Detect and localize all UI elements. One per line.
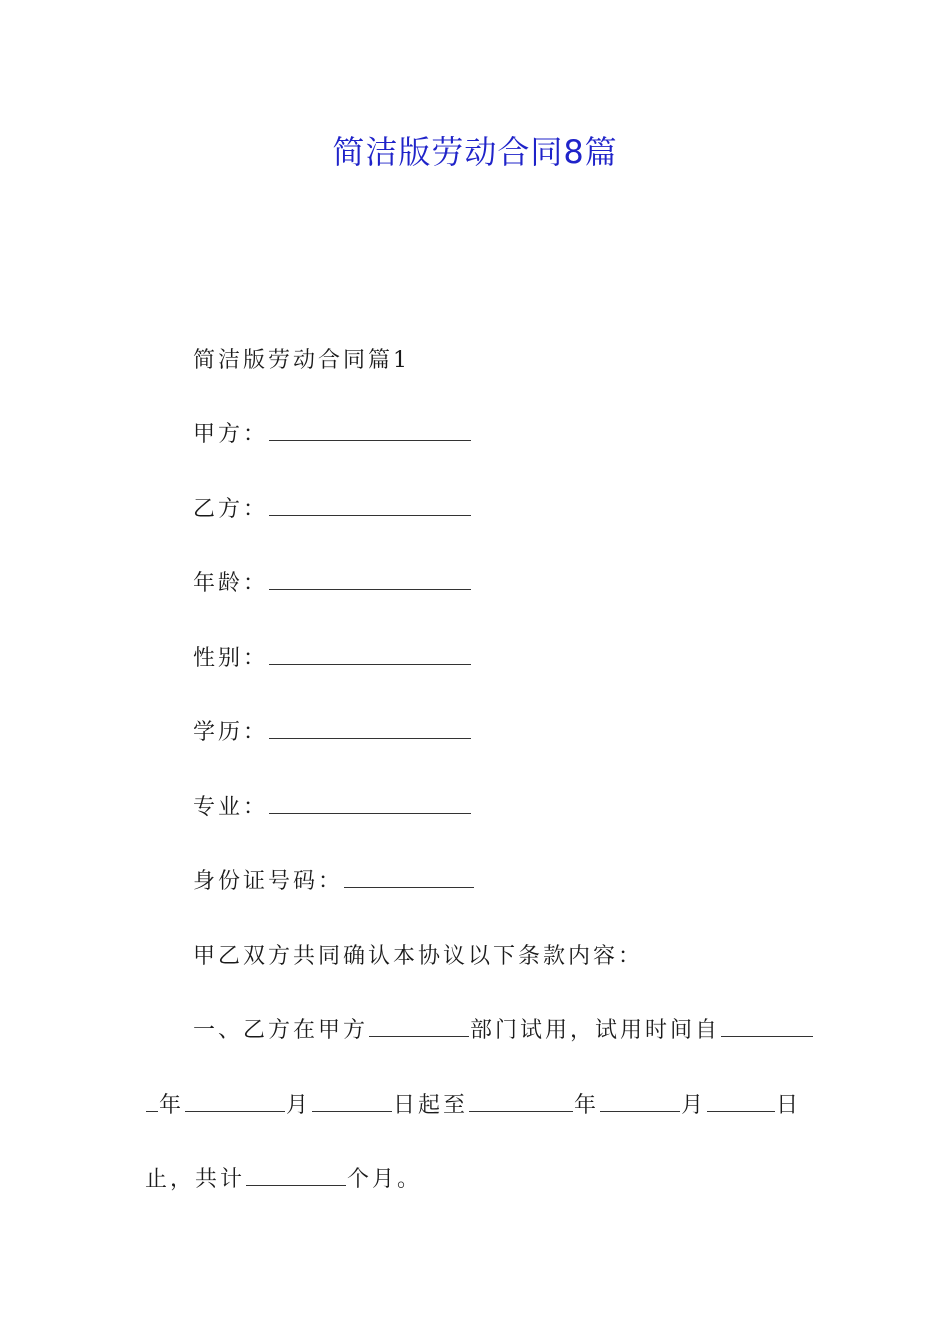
clause-text: 月	[681, 1093, 707, 1118]
clause-text: 个月。	[347, 1167, 423, 1192]
clause-text: 部门试用，试用时间自	[470, 1018, 721, 1043]
fill-blank[interactable]	[269, 716, 471, 739]
fill-blank[interactable]	[246, 1163, 346, 1186]
field-party-b	[193, 493, 472, 527]
fill-blank[interactable]	[269, 493, 471, 516]
fill-blank[interactable]	[369, 1014, 469, 1037]
fill-blank[interactable]	[269, 642, 471, 665]
intro-text: 甲乙双方共同确认本协议以下条款内容：	[193, 944, 644, 969]
field-label: 甲方：	[193, 422, 269, 447]
fill-blank[interactable]	[721, 1014, 813, 1037]
clause-text: 止，共计	[145, 1167, 246, 1192]
field-label: 性别：	[193, 646, 269, 671]
field-label: 年龄：	[193, 571, 269, 596]
field-label: 学历：	[193, 720, 269, 745]
fill-blank[interactable]	[185, 1089, 285, 1112]
clause-text: 年	[574, 1093, 600, 1118]
clause-text: 日起至	[393, 1093, 469, 1118]
field-id-number	[193, 865, 475, 899]
field-education	[193, 716, 472, 750]
clause-text: 月	[286, 1093, 312, 1118]
fill-blank[interactable]	[269, 791, 471, 814]
fill-blank[interactable]	[146, 1089, 158, 1112]
fill-blank[interactable]	[600, 1089, 680, 1112]
fill-blank[interactable]	[344, 865, 474, 888]
clause-text: 日	[776, 1093, 802, 1118]
clause-1-line-2	[145, 1089, 801, 1123]
fill-blank[interactable]	[269, 418, 471, 441]
field-label: 乙方：	[193, 497, 269, 522]
document-title: 简洁版劳动合同8篇	[332, 133, 618, 171]
field-major	[193, 791, 472, 825]
fill-blank[interactable]	[707, 1089, 775, 1112]
clause-1-line-1	[193, 1014, 814, 1048]
fill-blank[interactable]	[469, 1089, 573, 1112]
fill-blank[interactable]	[312, 1089, 392, 1112]
field-label: 专业：	[193, 795, 269, 820]
field-gender	[193, 642, 472, 676]
clause-1-line-3	[145, 1163, 422, 1197]
section-heading: 简洁版劳动合同篇1	[193, 348, 410, 373]
clause-text: 年	[159, 1093, 185, 1118]
clause-text: 一、乙方在甲方	[193, 1018, 369, 1043]
field-label: 身份证号码：	[193, 869, 344, 894]
field-age	[193, 567, 472, 601]
field-party-a	[193, 418, 472, 452]
fill-blank[interactable]	[269, 567, 471, 590]
